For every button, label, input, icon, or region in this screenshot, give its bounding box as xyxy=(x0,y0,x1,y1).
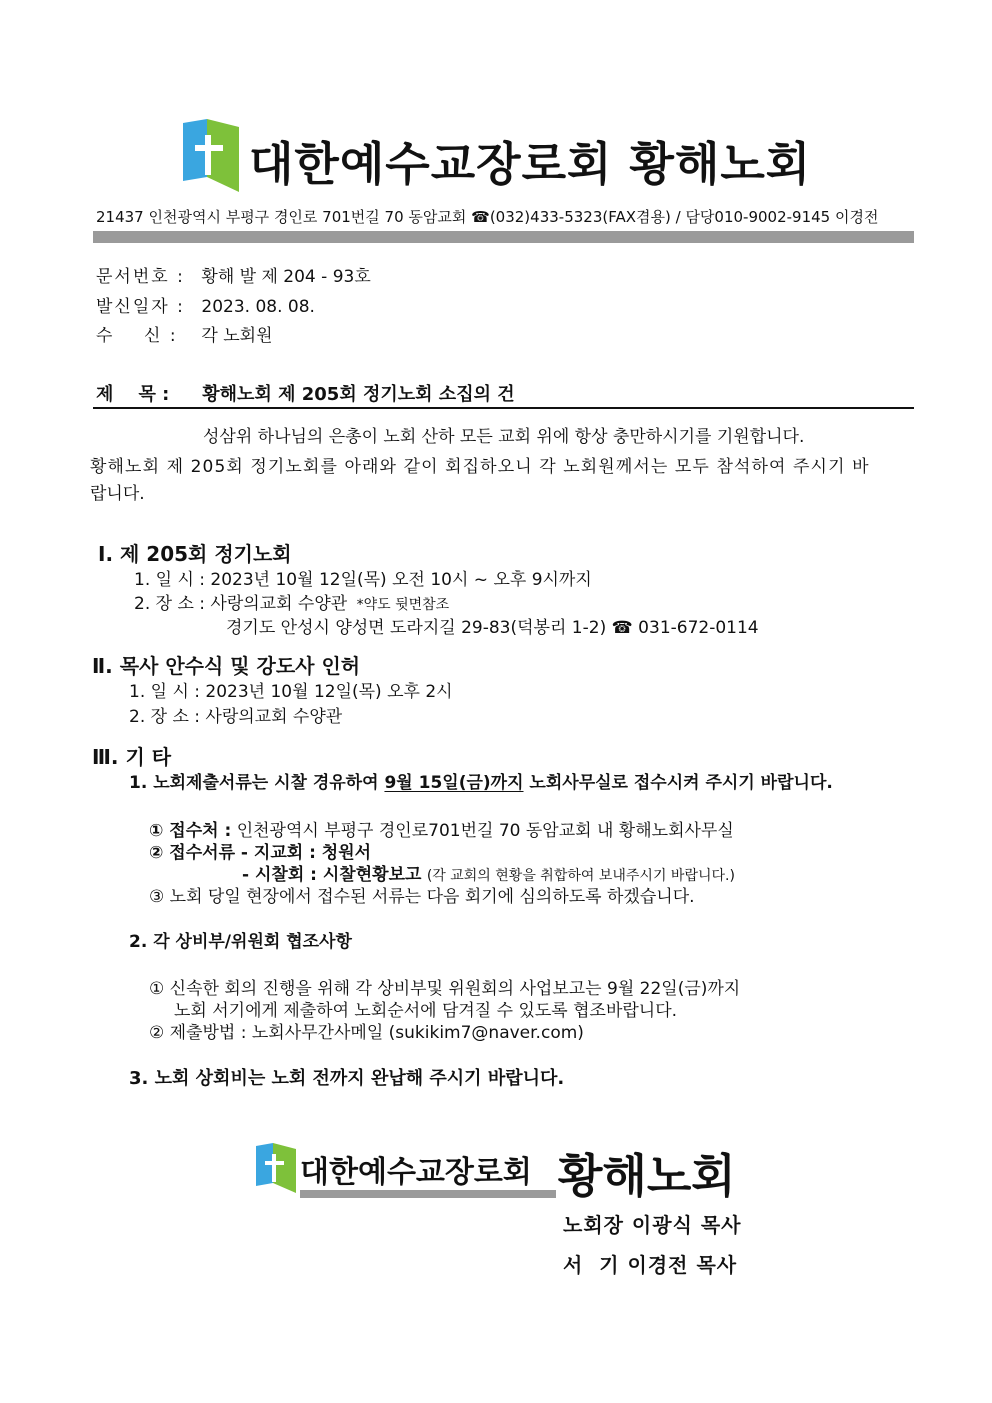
church-cross-logo-icon xyxy=(183,119,239,192)
footer-divider xyxy=(300,1190,556,1198)
section-3-title: Ⅲ. 기 타 xyxy=(92,745,172,769)
section-3-item-1 xyxy=(129,768,833,793)
signature-clerk: 서 기 이경전 목사 xyxy=(563,1253,738,1277)
section-3-sub-1-text: 인천광역시 부평구 경인로701번길 70 동암교회 내 황해노회사무실 xyxy=(231,821,734,841)
subject-underline xyxy=(93,407,914,409)
header-divider xyxy=(93,231,914,243)
section-1-item-2-text: 2. 장 소 : 사랑의교회 수양관 xyxy=(134,594,348,614)
section-1-item-2-address: 경기도 안성시 양성면 도라지길 29-83(덕봉리 1-2) ☎ 031-672-0114 xyxy=(226,618,759,638)
section-3-item-2-sub-1a: ① 신속한 회의 진행을 위해 각 상비부및 위원회의 사업보고는 9월 22일(금)까지 xyxy=(149,979,741,999)
section-3-item-3: 3. 노회 상회비는 노회 전까지 완납해 주시기 바랍니다. xyxy=(129,1068,565,1089)
section-3-item-2-sub-2: ② 제출방법 : 노회사무간사메일 (sukikim7@naver.com) xyxy=(149,1023,584,1043)
section-3-item-2-sub-1b: 노회 서기에게 제출하여 노회순서에 담겨질 수 있도록 협조바랍니다. xyxy=(174,1001,678,1021)
section-1-item-2-note: *약도 뒷면참조 xyxy=(356,597,450,613)
section-3-sub-2-label: ② 접수서류 - 지교회 : xyxy=(149,843,316,863)
doc-number-label: 문서번호 : xyxy=(96,267,185,287)
subject-label: 제 목 : xyxy=(96,384,170,405)
section-2-title: Ⅱ. 목사 안수식 및 강도사 인허 xyxy=(92,654,361,678)
footer-presbytery-name: 황해노회 xyxy=(558,1149,736,1203)
section-3-sub-2-text: 청원서 xyxy=(315,843,372,863)
footer-org-name: 대한예수교장로회 xyxy=(300,1155,532,1190)
intro-line-2: 황해노회 제 205회 정기노회를 아래와 같이 회집하오니 각 노회원께서는 모두 참석하여 주시기 바 xyxy=(90,457,870,477)
section-2-item-1: 1. 일 시 : 2023년 10월 12일(목) 오후 2시 xyxy=(129,682,453,702)
section-1-item-1: 1. 일 시 : 2023년 10월 12일(목) 오전 10시 ~ 오후 9시까지 xyxy=(134,570,592,590)
signature-moderator: 노회장 이광식 목사 xyxy=(563,1213,742,1237)
intro-line-3: 랍니다. xyxy=(90,484,145,504)
intro-line-1: 성삼위 하나님의 은총이 노회 산하 모든 교회 위에 항상 충만하시기를 기원합니다. xyxy=(203,427,805,447)
section-3-item-1-pre: 1. 노회제출서류는 시찰 경유하여 xyxy=(129,773,385,793)
subject-text: 황해노회 제 205회 정기노회 소집의 건 xyxy=(202,384,515,405)
section-3-item-2: 2. 각 상비부/위원회 협조사항 xyxy=(129,932,352,952)
doc-number-value: 황해 발 제 204 - 93호 xyxy=(201,267,371,287)
section-1-title: Ⅰ. 제 205회 정기노회 xyxy=(98,542,292,566)
footer-church-cross-logo-icon xyxy=(256,1143,296,1193)
send-date-label: 발신일자 : xyxy=(96,297,185,317)
section-3-item-1-deadline: 9월 15일(금)까지 xyxy=(384,773,524,793)
send-date-row xyxy=(96,292,315,317)
header-address: 21437 인천광역시 부평구 경인로 701번길 70 동암교회 ☎(032)433-5323(FAX겸용) / 담당010-9002-9145 이경전 xyxy=(96,208,879,226)
section-3-sub-4: ③ 노회 당일 현장에서 접수된 서류는 다음 회기에 심의하도록 하겠습니다. xyxy=(149,887,695,907)
recipient-label: 수 신 : xyxy=(96,326,178,346)
section-3-sub-3-label: - 시찰회 : 시찰현황보고 xyxy=(242,865,422,885)
send-date-value: 2023. 08. 08. xyxy=(201,297,315,317)
header-title: 대한예수교장로회 황해노회 xyxy=(249,137,812,191)
subject-row xyxy=(96,380,515,406)
section-1-item-2 xyxy=(134,589,449,614)
recipient-value: 각 노회원 xyxy=(201,326,273,346)
section-3-sub-1-label: ① 접수처 : xyxy=(149,821,232,841)
section-2-item-2: 2. 장 소 : 사랑의교회 수양관 xyxy=(129,707,343,727)
section-3-item-1-post: 노회사무실로 접수시켜 주시기 바랍니다. xyxy=(523,773,833,793)
doc-number-row xyxy=(96,262,371,287)
section-3-sub-3-note: (각 교회의 현황을 취합하여 보내주시기 바랍니다.) xyxy=(426,868,735,884)
recipient-row xyxy=(96,321,273,346)
